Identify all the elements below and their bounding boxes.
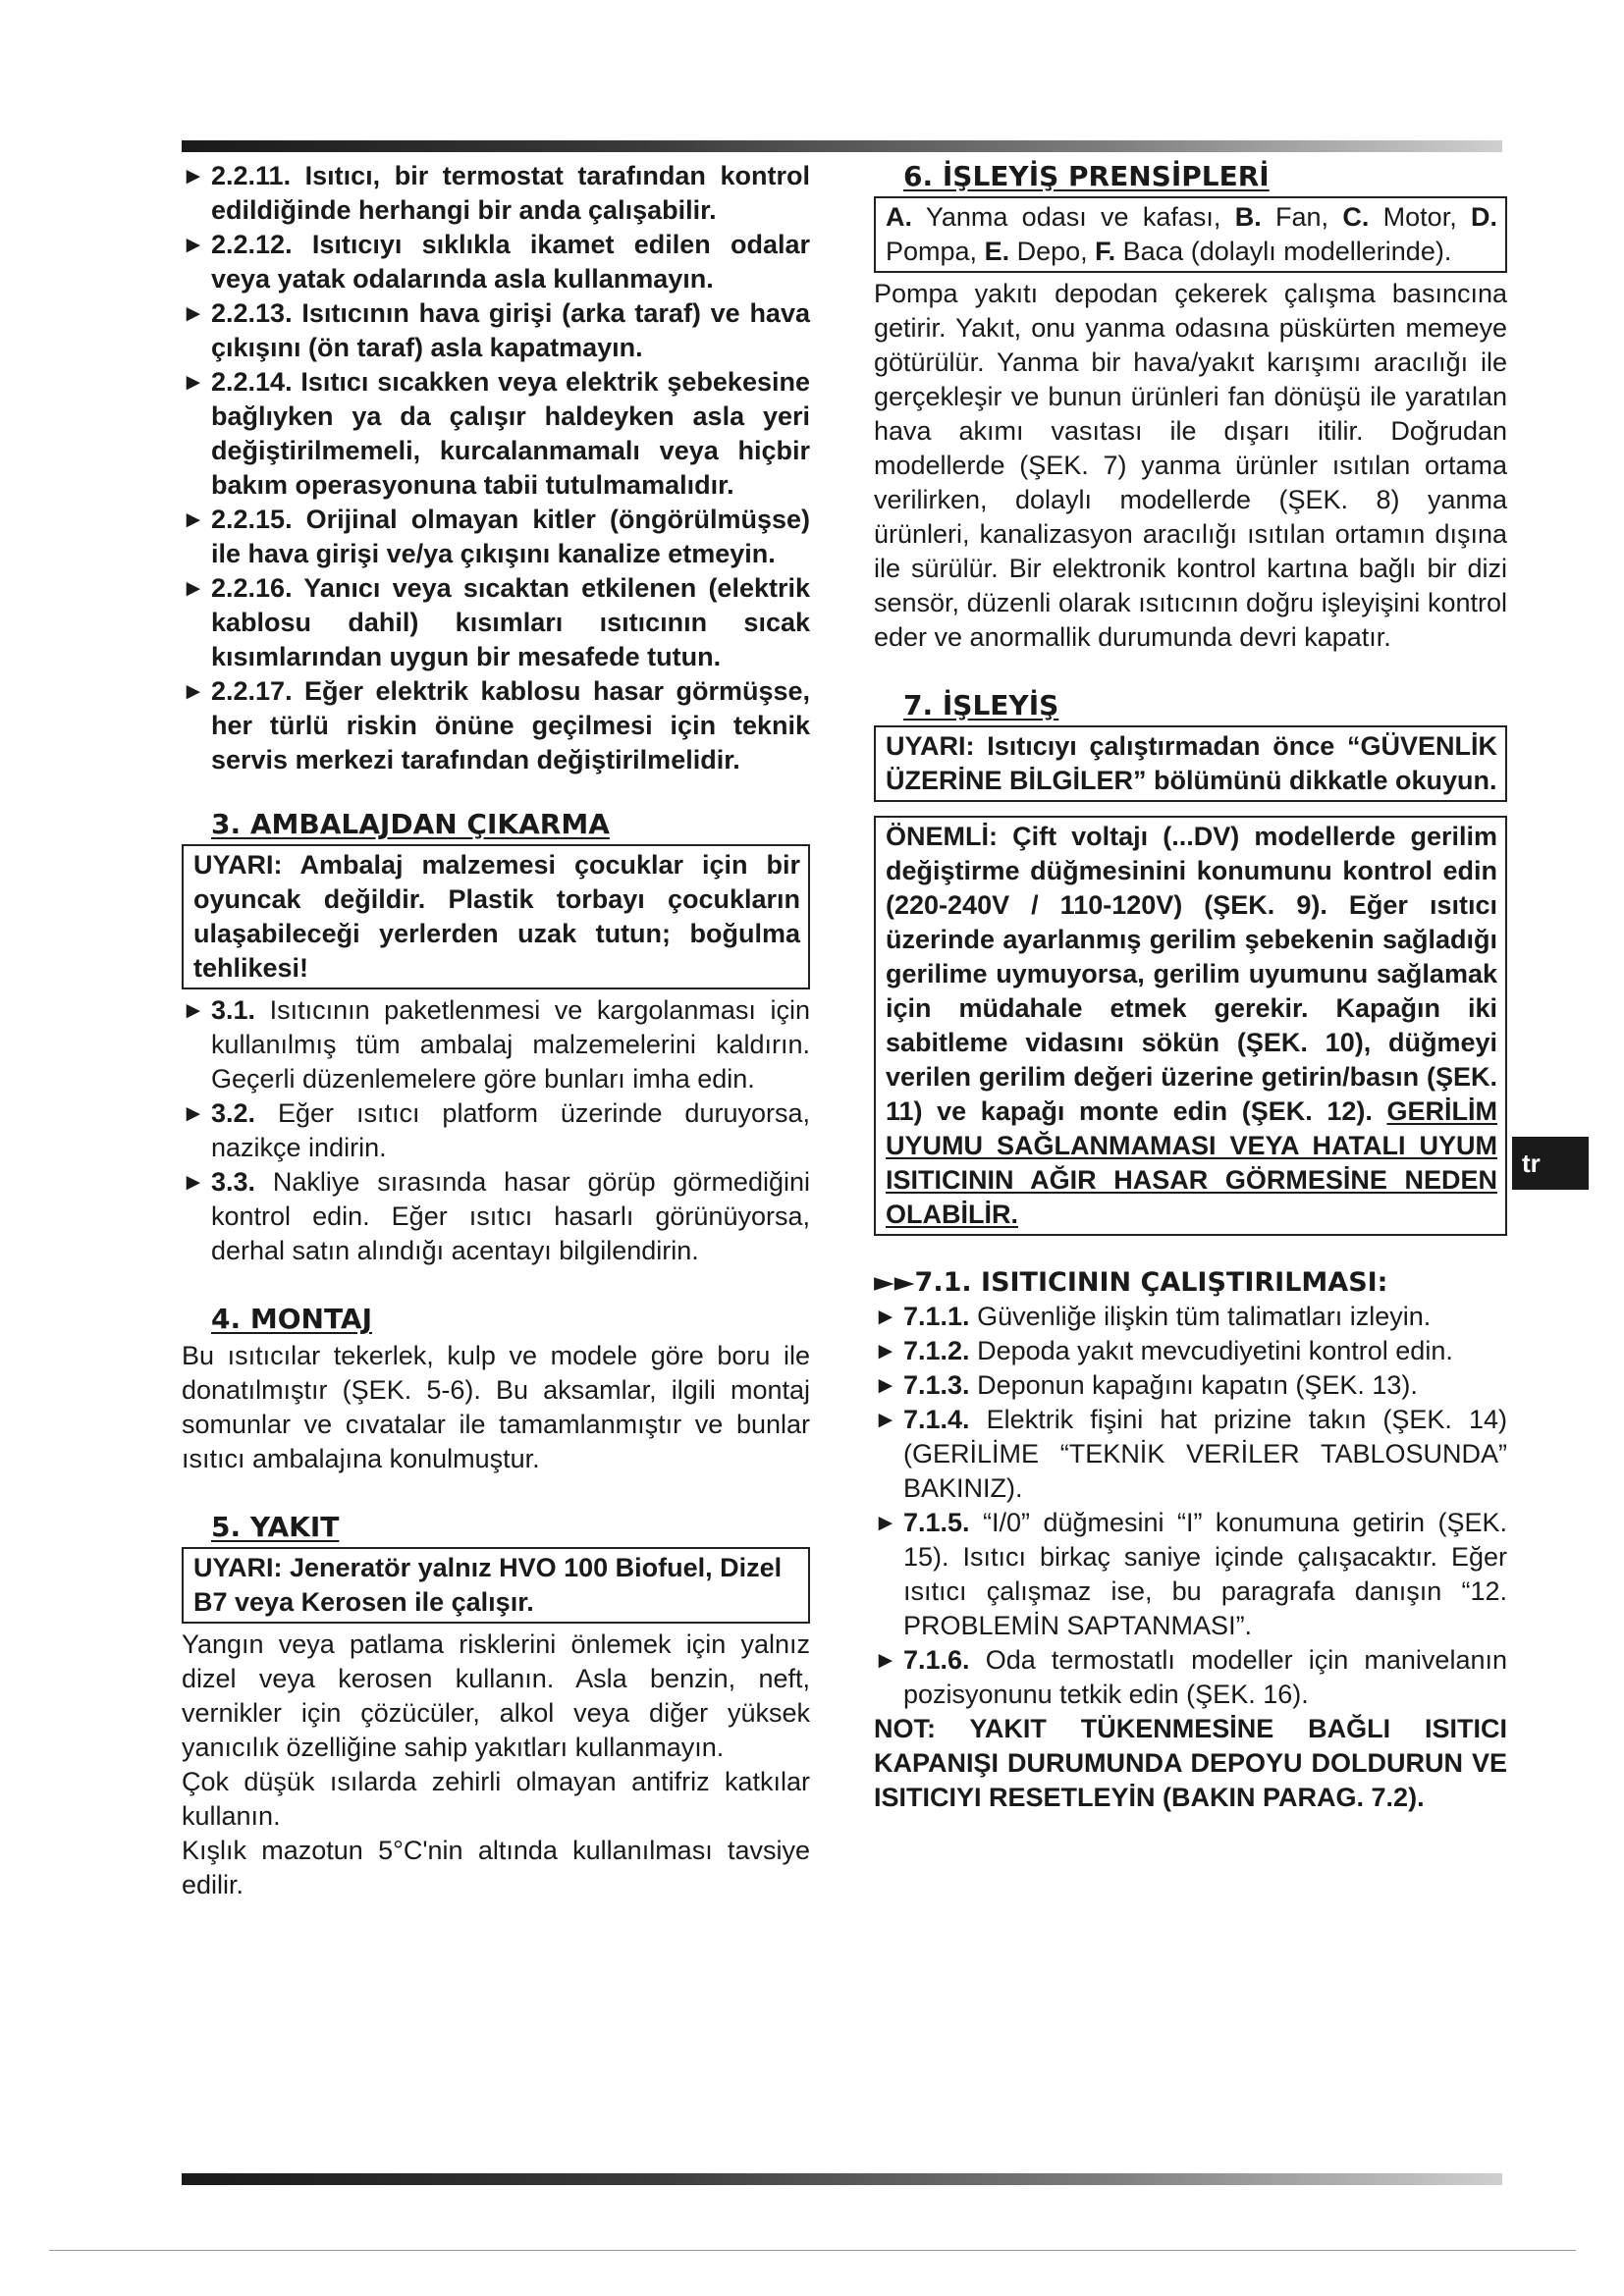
arrow-icon: ► <box>182 1169 205 1196</box>
arrow-icon: ► <box>182 678 205 705</box>
arrow-icon: ► <box>182 300 205 327</box>
arrow-icon: ► <box>182 575 205 602</box>
left-column <box>182 159 810 1902</box>
arrow-icon: ► <box>182 163 205 189</box>
list-item: ► 2.2.12. Isıtıcıyı sıklıkla ikamet edilen odalar veya yatak odalarında asla kullanmayın. <box>182 230 810 294</box>
list-item: ► 2.2.11. Isıtıcı, bir termostat tarafından kontrol edildiğinde herhangi bir anda çalışabilir. <box>182 161 810 225</box>
section-heading-assembly: 4. MONTAJ <box>211 1303 372 1335</box>
section-heading-operation: 7. İŞLEYİŞ <box>903 689 1059 721</box>
important-box: ÖNEMLİ: Çift voltajı (...DV) modellerde gerilim değiştirme düğmesinini konumunu kontrol edin (220-240V / 110-120V) (ŞEK. 9). Eğer ısıtıcı üzerinde ayarlanmış gerilim şebekenin sağladığı gerilime uymuyorsa, gerilim uyumunu sağlamak için müdahale etmek gerekir. Kapağın iki sabitleme vidasını sökün (ŞEK. 10), düğmeyi verilen gerilim değeri üzerine getirin/basın (ŞEK. 11) ve kapağı monte edin (ŞEK. 12). GERİLİM UYUMU SAĞLANMAMASI VEYA HATALI UYUM ISITICININ AĞIR HASAR GÖRMESİNE NEDEN OLABİLİR. <box>874 816 1507 1236</box>
arrow-icon: ► <box>182 507 205 533</box>
list-item: ► 2.2.17. Eğer elektrik kablosu hasar görmüşse, her türlü riskin önüne geçilmesi için teknik servis merkezi tarafından değiştirilmelidir. <box>182 676 810 774</box>
arrow-icon: ► <box>182 997 205 1024</box>
arrow-icon: ► <box>874 1407 897 1433</box>
operating-principles-text: Pompa yakıtı depodan çekerek çalışma basıncına getirir. Yakıt, onu yanma odasına püskürten memeye götürülür. Yanma bir hava/yakıt karışımı aracılığı ile gerçekleşir ve bunun ürünleri fan dönüşü ile yaratılan hava akımı vasıtası ile dışarı itilir. Doğrudan modellerde (ŞEK. 7) yanma ürünler ısıtılan ortama verilirken, dolaylı modellerde (ŞEK. 8) yanma ürünleri, kanalizasyon aracılığı ısıtılan ortamın dışına ile sürülür. Bir elektronik kontrol kartına bağlı bir dizi sensör, düzenli olarak ısıtıcının doğru işleyişini kontrol eder ve anormallik durumunda devri kapatır. <box>874 279 1507 652</box>
section-heading-fuel: 5. YAKIT <box>211 1511 340 1543</box>
section-heading-unpacking: 3. AMBALAJDAN ÇIKARMA <box>211 808 610 840</box>
list-item: ► 7.1.6. Oda termostatlı modeller için manivelanın pozisyonunu tetkik edin (ŞEK. 16). <box>874 1645 1507 1709</box>
list-item: ► 3.2. Eğer ısıtıcı platform üzerinde duruyorsa, nazikçe indirin. <box>182 1098 810 1162</box>
warning-box: UYARI: Jeneratör yalnız HVO 100 Biofuel, Dizel B7 veya Kerosen ile çalışır. <box>182 1547 810 1624</box>
warning-box: UYARI: Ambalaj malzemesi çocuklar için bir oyuncak değildir. Plastik torbayı çocukların ulaşabileceği yerlerden uzak tutun; boğulma tehlikesi! <box>182 844 810 989</box>
arrow-icon: ► <box>874 1338 897 1364</box>
list-item: ► 2.2.15. Orijinal olmayan kitler (öngörülmüşse) ile hava girişi ve/ya çıkışını kanalize etmeyin. <box>182 505 810 568</box>
warning-box: UYARI: Isıtıcıyı çalıştırmadan önce “GÜVENLİK ÜZERİNE BİLGİLER” bölümünü dikkatle okuyun. <box>874 725 1507 802</box>
list-item: ► 7.1.3. Deponun kapağını kapatın (ŞEK. 13). <box>874 1368 1507 1403</box>
list-item: ► 7.1.1. Güvenliğe ilişkin tüm talimatları izleyin. <box>874 1300 1507 1334</box>
list-item: ► 2.2.13. Isıtıcının hava girişi (arka taraf) ve hava çıkışını (ön taraf) asla kapatmayın. <box>182 298 810 362</box>
right-column <box>874 159 1507 1815</box>
arrow-icon: ► <box>182 369 205 396</box>
arrow-icon: ► <box>182 1100 205 1127</box>
list-item: ► 7.1.2. Depoda yakıt mevcudiyetini kontrol edin. <box>874 1334 1507 1368</box>
language-tab: tr <box>1512 1137 1589 1190</box>
list-item: ► 3.1. Isıtıcının paketlenmesi ve kargolanması için kullanılmış tüm ambalaj malzemelerini kaldırın. Geçerli düzenlemelere göre bunları imha edin. <box>182 995 810 1094</box>
arrow-icon: ► <box>874 1304 897 1330</box>
bottom-rule <box>182 2173 1502 2185</box>
arrow-icon: ► <box>874 1510 897 1536</box>
section-heading-operating-principles: 6. İŞLEYİŞ PRENSİPLERİ <box>903 160 1270 192</box>
arrow-icon: ► <box>182 232 205 258</box>
list-item: ► 2.2.14. Isıtıcı sıcakken veya elektrik şebekesine bağlıyken ya da çalışır haldeyken asla yeri değiştirilmemeli, kurcalanmamalı veya hiçbir bakım operasyonuna tabii tutulmamalıdır. <box>182 367 810 500</box>
fuel-paragraph: Çok düşük ısılarda zehirli olmayan antifriz katkılar kullanın. <box>182 1767 810 1831</box>
fuel-paragraph: Yangın veya patlama risklerini önlemek için yalnız dizel veya kerosen kullanın. Asla benzin, neft, vernikler için çözücüler, alkol veya diğer yüksek yanıcılık özelliğine sahip yakıtları kullanmayın. <box>182 1629 810 1762</box>
list-item: ► 7.1.5. “I/0” düğmesini “I” konumuna getirin (ŞEK. 15). Isıtıcı birkaç saniye içinde çalışacaktır. Eğer ısıtıcı çalışmaz ise, bu paragrafa danışın “12. PROBLEMİN SAPTANMASI”. <box>874 1508 1507 1640</box>
arrow-icon: ► <box>874 1647 897 1674</box>
list-item: ► 2.2.16. Yanıcı veya sıcaktan etkilenen (elektrik kablosu dahil) kısımları ısıtıcının sıcak kısımlarından uygun bir mesafede tutun. <box>182 573 810 671</box>
top-rule <box>182 140 1502 152</box>
fuel-paragraph: Kışlık mazotun 5°C'nin altında kullanılması tavsiye edilir. <box>182 1836 810 1899</box>
footer-line <box>49 2250 1576 2251</box>
list-item: ► 7.1.4. Elektrik fişini hat prizine takın (ŞEK. 14) (GERİLİME “TEKNİK VERİLER TABLOSUNDA” BAKINIZ). <box>874 1405 1507 1503</box>
components-box: A. Yanma odası ve kafası, B. Fan, C. Motor, D. Pompa, E. Depo, F. Baca (dolaylı modellerinde). <box>874 196 1507 273</box>
safety-items <box>182 159 810 777</box>
arrow-icon: ► <box>874 1372 897 1399</box>
list-item: ► 3.3. Nakliye sırasında hasar görüp görmediğini kontrol edin. Eğer ısıtıcı hasarlı görünüyorsa, derhal satın alındığı acentayı bilgilendirin. <box>182 1167 810 1265</box>
assembly-text: Bu ısıtıcılar tekerlek, kulp ve modele göre boru ile donatılmıştır (ŞEK. 5-6). Bu aksamlar, ilgili montaj somunlar ve cıvatalar ile tamamlanmıştır ve bunlar ısıtıcı ambalajına konulmuştur. <box>182 1341 810 1473</box>
note-text: NOT: YAKIT TÜKENMESİNE BAĞLI ISITICI KAPANIŞI DURUMUNDA DEPOYU DOLDURUN VE ISITICIYI RESETLEYİN (BAKIN PARAG. 7.2). <box>874 1714 1507 1812</box>
important-underlined: GERİLİM UYUMU SAĞLANMAMASI VEYA HATALI UYUM ISITICININ AĞIR HASAR GÖRMESİNE NEDEN OLABİLİR. <box>886 1096 1497 1229</box>
subsection-heading-startup: ►►7.1. ISITICININ ÇALIŞTIRILMASI: <box>874 1267 1388 1298</box>
